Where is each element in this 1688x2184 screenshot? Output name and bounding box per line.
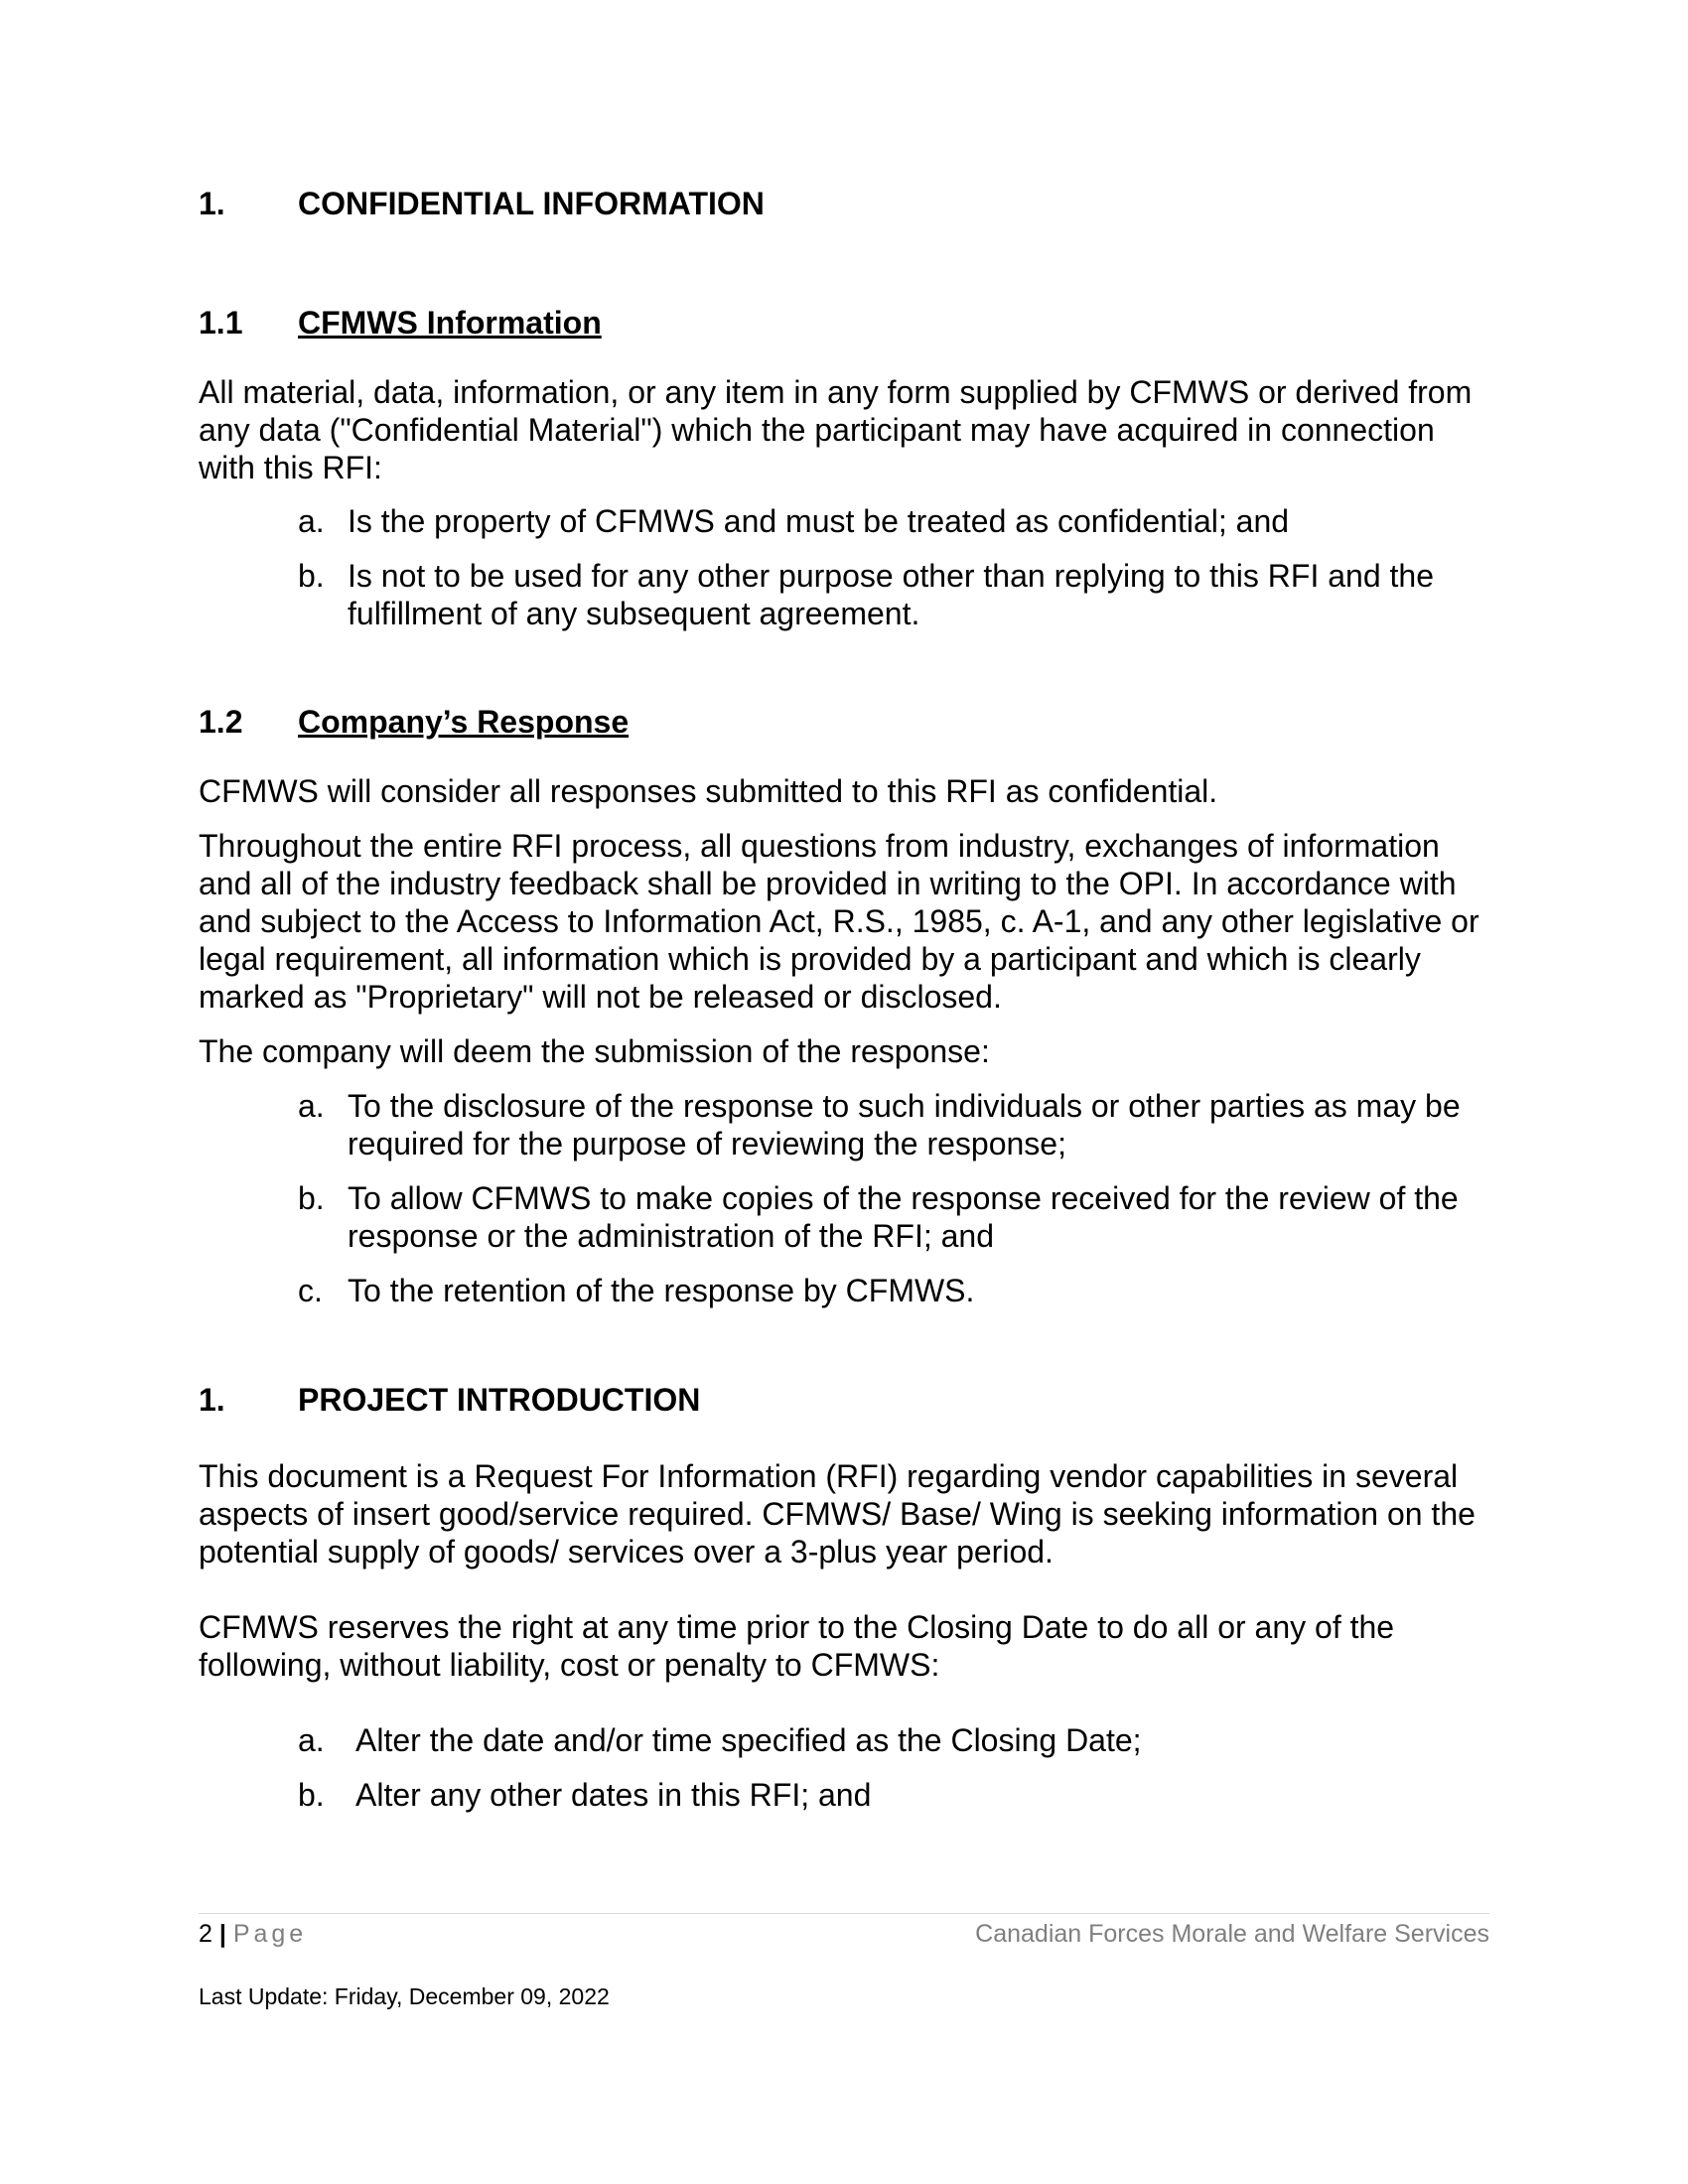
list-item-text: Is the property of CFMWS and must be treated as confidential; and — [348, 503, 1290, 539]
list-item — [199, 1776, 1489, 1814]
list-item — [199, 502, 1489, 540]
list-item — [199, 1087, 1489, 1162]
list-item-text: Alter the date and/or time specified as the Closing Date; — [355, 1722, 1142, 1758]
list-item — [199, 1272, 1489, 1309]
list-marker: b. — [298, 558, 325, 594]
section-heading-project-introduction — [199, 1381, 1489, 1419]
list-item-text: Is not to be used for any other purpose other than replying to this RFI and the fulfillment of any subsequent agreement. — [348, 558, 1434, 631]
list-marker: b. — [298, 1777, 325, 1813]
section-number: 1. — [199, 186, 225, 221]
list-marker: a. — [298, 1722, 325, 1758]
companys-response-paragraph-2: Throughout the entire RFI process, all questions from industry, exchanges of information and all of the industry feedback shall be provided in writing to the OPI. In accordance with and subject to the Access to Information Act, R.S., 1985, c. A-1, and any other legislative or legal requirement, all information which is provided by a participant and which is clearly marked as "Proprietary" will not be released or disclosed. — [199, 828, 1479, 1015]
cfmws-information-intro: All material, data, information, or any item in any form supplied by CFMWS or derived from any data ("Confidential Material") which the participant may have acquired in connection with this RFI: — [199, 374, 1473, 485]
page-number: 2 — [199, 1920, 212, 1948]
list-marker: b. — [298, 1180, 325, 1216]
footer-page-number — [199, 1918, 307, 1950]
cfmws-information-list — [199, 502, 1489, 632]
subsection-heading-companys-response — [199, 703, 1489, 741]
subsection-heading-cfmws-information — [199, 304, 1489, 341]
list-marker: c. — [298, 1273, 323, 1308]
list-item — [199, 1721, 1489, 1759]
list-marker: a. — [298, 1088, 325, 1124]
section-title: PROJECT INTRODUCTION — [298, 1382, 701, 1418]
page-word: Page — [232, 1920, 308, 1948]
subsection-number: 1.1 — [199, 305, 243, 341]
list-item-text: To the retention of the response by CFMWS. — [348, 1273, 975, 1308]
subsection-title: CFMWS Information — [298, 305, 602, 341]
document-body — [199, 179, 1489, 1814]
subsection-title: Company’s Response — [298, 704, 630, 740]
section-title: CONFIDENTIAL INFORMATION — [298, 186, 765, 221]
list-item-text: Alter any other dates in this RFI; and — [355, 1777, 872, 1813]
list-item-text: To the disclosure of the response to such individuals or other parties as may be required for the purpose of reviewing the response; — [348, 1088, 1461, 1161]
footer-organization: Canadian Forces Morale and Welfare Services — [975, 1920, 1489, 1948]
section-heading-confidential-information — [199, 185, 1489, 222]
list-item-text: To allow CFMWS to make copies of the response received for the review of the response or the administration of the RFI; and — [348, 1180, 1459, 1254]
footer-last-update: Last Update: Friday, December 09, 2022 — [199, 1983, 610, 2009]
page-separator: | — [218, 1920, 226, 1948]
companys-response-list — [199, 1087, 1489, 1309]
subsection-number: 1.2 — [199, 704, 243, 740]
project-introduction-paragraph-2: CFMWS reserves the right at any time prior to the Closing Date to do all or any of the following, without liability, cost or penalty to CFMWS: — [199, 1609, 1395, 1683]
section-number: 1. — [199, 1382, 225, 1418]
project-introduction-list — [199, 1721, 1489, 1814]
list-marker: a. — [298, 503, 325, 539]
footer-divider — [199, 1913, 1489, 1914]
list-item — [199, 557, 1489, 632]
companys-response-paragraph-1: CFMWS will consider all responses submitted to this RFI as confidential. — [199, 773, 1218, 809]
project-introduction-paragraph-1: This document is a Request For Information (RFI) regarding vendor capabilities in several aspects of insert good/service required. CFMWS/ Base/ Wing is seeking information on the potential supply of goods/ services over a 3-plus year period. — [199, 1458, 1476, 1570]
companys-response-paragraph-3: The company will deem the submission of the response: — [199, 1033, 990, 1069]
list-item — [199, 1179, 1489, 1255]
